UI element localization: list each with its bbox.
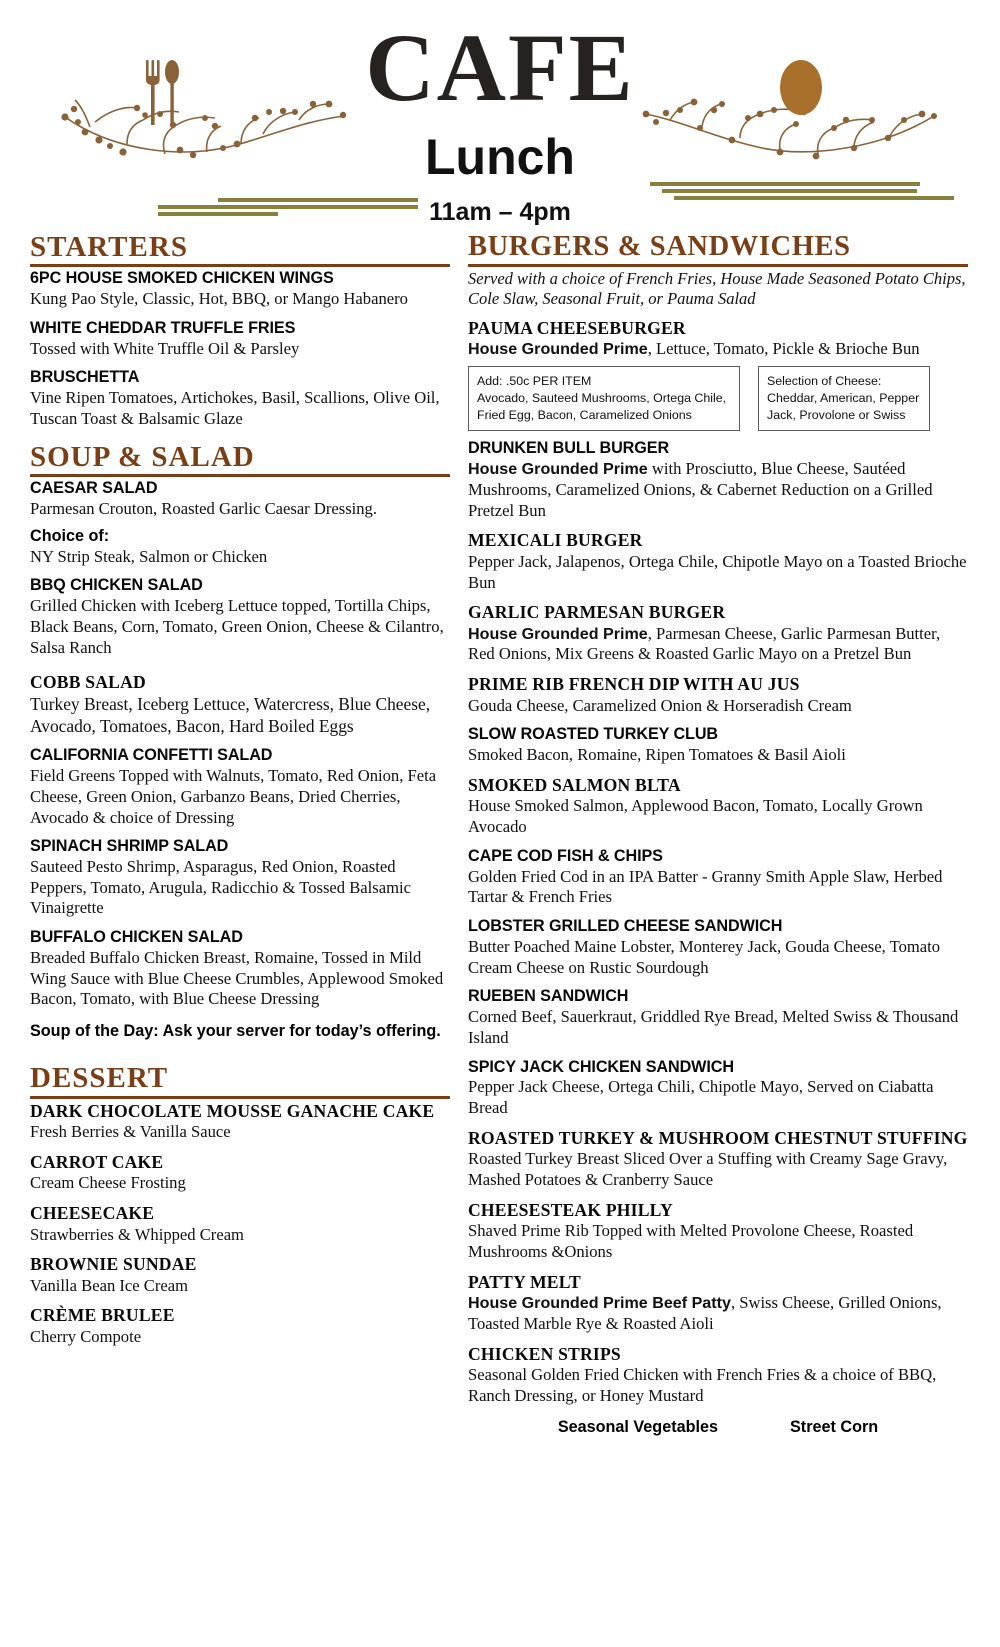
menu-item-name: 6PC HOUSE SMOKED CHICKEN WINGS [30,269,334,288]
section-heading-dessert: DESSERT [30,1063,450,1098]
menu-item-desc-rest: House Smoked Salmon, Applewood Bacon, Tomato, Locally Grown Avocado [468,796,923,837]
menu-item-desc-rest: Corned Beef, Sauerkraut, Griddled Rye Bread, Melted Swiss & Thousand Island [468,1007,959,1047]
menu-item [468,725,968,766]
menu-item-desc-emphasis: House Grounded Prime [468,340,648,359]
side-seasonal-vegetables: Seasonal Vegetables [557,1418,718,1437]
menu-item-desc-rest: Smoked Bacon, Romaine, Ripen Tomatoes & Basil Aioli [468,745,846,765]
menu-item-desc-rest: Gouda Cheese, Caramelized Onion & Horseradish Cream [468,695,852,715]
cheese-box-title: Selection of Cheese: [767,374,882,389]
menu-item-desc-emphasis: House Grounded Prime Beef Patty [468,1294,731,1313]
menu-item-desc: Strawberries & Whipped Cream [30,1224,244,1244]
menu-item [468,1344,968,1407]
menu-item-name: BROWNIE SUNDAE [30,1254,197,1275]
menu-item [468,917,968,978]
menu-item-desc: Field Greens Topped with Walnuts, Tomato, Red Onion, Feta Cheese, Green Onion, Garbanzo Beans, Dried Cherries, Avocado & choice of Dressing [30,766,437,827]
menu-item-name: COBB SALAD [30,672,146,693]
menu-item-name: LOBSTER GRILLED CHEESE SANDWICH [468,917,783,936]
menu-item [468,847,968,908]
menu-item [468,1058,968,1119]
section-soup-salad [30,442,450,1042]
menu-item-choice-desc: NY Strip Steak, Salmon or Chicken [30,546,268,566]
menu-item-choice-label: Choice of: [30,527,110,546]
menu-item-desc-rest: , Lettuce, Tomato, Pickle & Brioche Bun [647,339,920,359]
menu-item-desc [468,796,968,837]
side-street-corn: Street Corn [790,1418,879,1437]
menu-item-name: DRUNKEN BULL BURGER [468,439,670,458]
addon-boxes-row [468,366,968,431]
service-hours: 11am – 4pm [429,198,571,226]
menu-subtitle: Lunch [425,129,575,185]
menu-item-name: CHEESESTEAK PHILLY [468,1199,673,1220]
menu-item [30,368,450,429]
menu-item [468,1128,968,1191]
menu-item-desc [468,624,968,665]
menu-item-desc-rest: Golden Fried Cod in an IPA Batter - Granny Smith Apple Slaw, Herbed Tartar & French Fries [468,866,943,907]
menu-item [30,479,450,567]
menu-item-desc-emphasis: House Grounded Prime [468,460,648,479]
menu-item-name: CHICKEN STRIPS [468,1343,621,1364]
menu-item-desc [468,459,968,521]
menu-item-name: ROASTED TURKEY & MUSHROOM CHESTNUT STUFFING [468,1127,968,1148]
menu-item [468,602,968,665]
menu-item-desc-rest: Seasonal Golden Fried Chicken with French Fries & a choice of BBQ, Ranch Dressing, or Honey Mustard [468,1364,937,1405]
menu-item-desc [468,339,968,360]
menu-item-name: PAUMA CHEESEBURGER [468,318,686,339]
menu-item [468,318,968,360]
menu-item-desc [468,1293,968,1334]
addons-box [468,366,740,431]
menu-item [30,928,450,1010]
menu-header [0,0,1000,232]
menu-item [30,1152,450,1194]
section-dessert [30,1063,450,1347]
egg-blob-icon [780,60,822,115]
menu-item-name: BRUSCHETTA [30,368,140,387]
menu-item-desc [468,867,968,908]
menu-item [468,987,968,1048]
sides-footer [468,1418,968,1437]
menu-item-desc: Cream Cheese Frosting [30,1173,186,1193]
decorative-rule-right [650,182,954,203]
menu-item-desc-rest: Shaved Prime Rib Topped with Melted Provolone Cheese, Roasted Mushrooms &Onions [468,1221,914,1261]
menu-item-name: CHEESECAKE [30,1203,155,1224]
menu-item-desc [468,696,968,717]
menu-item [468,1272,968,1335]
page-title: CAFE [365,14,635,121]
menu-item-desc: Grilled Chicken with Iceberg Lettuce topped, Tortilla Chips, Black Beans, Corn, Tomato, Green Onion, Cheese & Cilantro, Salsa Ranch [30,596,444,657]
menu-item [30,269,450,310]
menu-item [468,1200,968,1263]
menu-item-name: GARLIC PARMESAN BURGER [468,602,726,623]
menu-item-desc: Turkey Breast, Iceberg Lettuce, Watercress, Blue Cheese, Avocado, Tomatoes, Bacon, Hard Boiled Eggs [30,693,431,736]
menu-item-desc: Fresh Berries & Vanilla Sauce [30,1122,231,1142]
menu-item-desc [468,937,968,978]
soup-of-the-day-note: Soup of the Day: Ask your server for today’s offering. [30,1022,441,1041]
menu-item-name: BBQ CHICKEN SALAD [30,576,203,595]
menu-item-desc: Sauteed Pesto Shrimp, Asparagus, Red Onion, Roasted Peppers, Tomato, Arugula, Radicchio & Tossed Balsamic Vinaigrette [30,857,411,918]
menu-item-name: SPINACH SHRIMP SALAD [30,837,229,856]
menu-item-name: SPICY JACK CHICKEN SANDWICH [468,1057,734,1076]
menu-item-desc-rest: Pepper Jack, Jalapenos, Ortega Chile, Chipotle Mayo on a Toasted Brioche Bun [468,551,967,592]
menu-item-name: SLOW ROASTED TURKEY CLUB [468,725,719,744]
menu-item-name: DARK CHOCOLATE MOUSSE GANACHE CAKE [30,1100,435,1121]
menu-item-name: CAPE COD FISH & CHIPS [468,846,663,865]
served-with-note: Served with a choice of French Fries, House Made Seasoned Potato Chips, Cole Slaw, Seasonal Fruit, or Pauma Salad [468,268,966,308]
section-heading-soup-salad: SOUP & SALAD [30,442,450,477]
menu-item-desc [468,552,968,593]
menu-item-name: CALIFORNIA CONFETTI SALAD [30,746,273,765]
menu-item-desc-rest: with Prosciutto, Blue Cheese, Sautéed Mushrooms, Caramelized Onions, & Cabernet Reduction on a Grilled Pretzel Bun [468,459,933,520]
menu-item-name: BUFFALO CHICKEN SALAD [30,928,243,947]
menu-item [468,775,968,838]
menu-item-desc [468,1221,968,1262]
menu-item-name: SMOKED SALMON BLTA [468,774,681,795]
menu-item [30,1203,450,1245]
menu-item [468,439,968,521]
menu-item-desc: Parmesan Crouton, Roasted Garlic Caesar Dressing. [30,498,378,518]
decorative-rule-left [158,198,418,219]
menu-item [30,746,450,828]
menu-item-name: CARROT CAKE [30,1151,164,1172]
left-column [30,232,450,1357]
menu-item-desc [468,1149,968,1190]
menu-item-desc [468,745,968,766]
menu-item-desc [468,1365,968,1406]
menu-item [468,530,968,593]
menu-item-desc-rest: Roasted Turkey Breast Sliced Over a Stuffing with Creamy Sage Gravy, Mashed Potatoes & Cranberry Sauce [468,1149,948,1189]
menu-item-desc [468,1077,968,1118]
menu-item-desc-rest: , Parmesan Cheese, Garlic Parmesan Butter, Red Onions, Mix Greens & Roasted Garlic Mayo on a Pretzel Bun [468,623,941,664]
menu-item-desc: Breaded Buffalo Chicken Breast, Romaine, Tossed in Mild Wing Sauce with Blue Cheese Crumbles, Applewood Smoked Bacon, Tomato, with Blue Cheese Dressing [30,947,444,1009]
menu-item [30,1305,450,1347]
menu-item-desc-rest: , Swiss Cheese, Grilled Onions, Toasted Marble Rye & Roasted Aioli [468,1293,942,1333]
menu-item-desc-rest: Pepper Jack Cheese, Ortega Chili, Chipotle Mayo, Served on Ciabatta Bread [468,1077,934,1118]
menu-item [30,837,450,919]
menu-item-desc: Cherry Compote [30,1326,142,1346]
menu-item-desc: Kung Pao Style, Classic, Hot, BBQ, or Mango Habanero [30,289,408,309]
menu-item-name: PRIME RIB FRENCH DIP WITH AU JUS [468,674,800,695]
menu-item-desc-emphasis: House Grounded Prime [468,624,648,643]
section-heading-starters: STARTERS [30,232,450,267]
menu-item-name: RUEBEN SANDWICH [468,987,629,1006]
menu-item-desc: Tossed with White Truffle Oil & Parsley [30,338,300,358]
right-column [468,232,968,1437]
cheese-selection-box [758,366,930,431]
menu-item-desc [468,1007,968,1048]
menu-item-desc: Vine Ripen Tomatoes, Artichokes, Basil, Scallions, Olive Oil, Tuscan Toast & Balsamic Glaze [30,388,440,428]
menu-item [30,1254,450,1296]
menu-item-name: MEXICALI BURGER [468,530,643,551]
menu-item [30,319,450,360]
menu-item [30,1101,450,1143]
addons-box-body: Avocado, Sauteed Mushrooms, Ortega Chile, Fried Egg, Bacon, Caramelized Onions [477,390,727,422]
cheese-box-body: Cheddar, American, Pepper Jack, Provolone or Swiss [767,390,920,422]
section-heading-burgers-sandwiches: BURGERS & SANDWICHES [468,232,968,267]
menu-item-desc: Vanilla Bean Ice Cream [30,1275,189,1295]
menu-item [30,576,450,658]
menu-item-name: WHITE CHEDDAR TRUFFLE FRIES [30,318,296,337]
menu-item [30,672,450,737]
section-starters [30,232,450,430]
menu-item [468,674,968,716]
menu-item-name: CRÈME BRULEE [30,1305,175,1326]
menu-item-desc-rest: Butter Poached Maine Lobster, Monterey Jack, Gouda Cheese, Tomato Cream Cheese on Rustic Sourdough [468,936,941,977]
menu-item-name: PATTY MELT [468,1271,581,1292]
addons-box-title: Add: .50c PER ITEM [477,374,592,389]
menu-item-name: CAESAR SALAD [30,478,158,497]
